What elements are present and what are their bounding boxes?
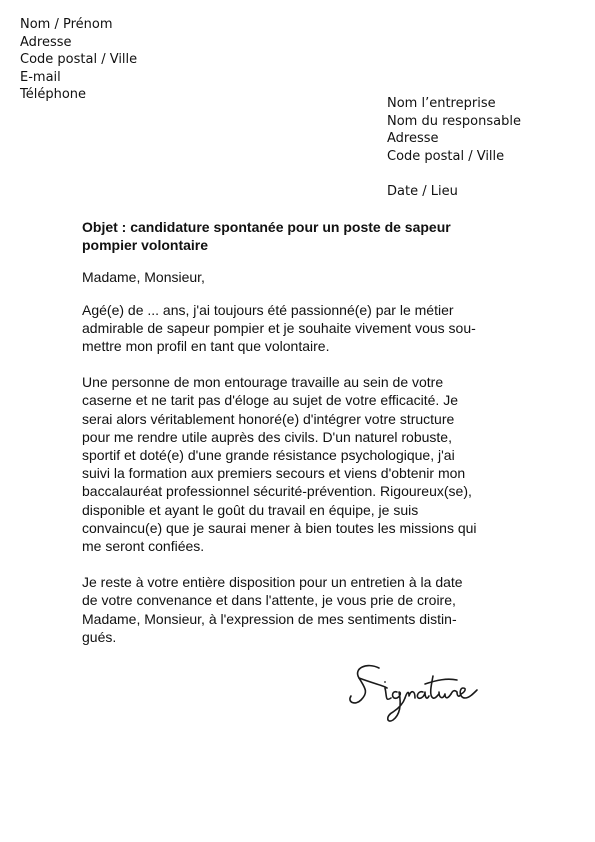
recipient-postal-city: Code postal / Ville bbox=[387, 148, 505, 164]
letter-body bbox=[82, 218, 522, 664]
paragraph-line: suivi la formation aux premiers secours et viens d'obtenir mon bbox=[82, 465, 466, 482]
paragraph-line: de votre convenance et dans l'attente, je vous prie de croire, bbox=[82, 592, 456, 609]
paragraph-line: disponible et ayant le goût du travail en équipe, je suis bbox=[82, 501, 419, 518]
recipient-manager: Nom du responsable bbox=[387, 113, 521, 129]
sender-postal-city: Code postal / Ville bbox=[20, 52, 138, 67]
paragraph-line: me seront confiées. bbox=[82, 538, 205, 555]
paragraph-line: mettre mon profil en tant que volontaire. bbox=[82, 338, 330, 355]
paragraph-intro bbox=[82, 301, 522, 356]
recipient-company: Nom l’entreprise bbox=[387, 96, 496, 111]
sender-phone: Téléphone bbox=[20, 87, 87, 102]
signature bbox=[345, 658, 485, 728]
paragraph-closing bbox=[82, 573, 522, 646]
paragraph-line: convaincu(e) que je saurai mener à bien toutes les missions qui bbox=[82, 519, 477, 536]
sender-name: Nom / Prénom bbox=[20, 17, 113, 32]
paragraph-line: gués. bbox=[82, 628, 117, 645]
paragraph-line: serai alors véritablement honoré(e) d'intégrer votre structure bbox=[82, 410, 455, 427]
paragraph-line: admirable de sapeur pompier et je souhaite vivement vous sou- bbox=[82, 319, 476, 336]
paragraph-line: sportif et doté(e) d'une grande résistance psychologique, j'ai bbox=[82, 447, 455, 464]
sender-block bbox=[20, 16, 137, 104]
paragraph-line: Madame, Monsieur, à l'expression de mes sentiments distin- bbox=[82, 610, 457, 627]
paragraph-line: Je reste à votre entière disposition pour un entretien à la date bbox=[82, 574, 463, 591]
paragraph-line: pour me rendre utile auprès des civils. D'un naturel robuste, bbox=[82, 428, 452, 445]
date-place: Date / Lieu bbox=[387, 184, 458, 199]
salutation: Madame, Monsieur, bbox=[82, 269, 205, 286]
subject-line: Objet : candidature spontanée pour un poste de sapeur bbox=[82, 219, 451, 235]
paragraph-line: Agé(e) de ... ans, j'ai toujours été passionné(e) par le métier bbox=[82, 301, 454, 318]
letter-subject bbox=[82, 218, 522, 254]
sender-email: E-mail bbox=[20, 69, 61, 85]
paragraph-line: Une personne de mon entourage travaille au sein de votre bbox=[82, 374, 444, 391]
recipient-block bbox=[387, 95, 521, 201]
paragraph-line: caserne et ne tarit pas d'éloge au sujet de votre efficacité. Je bbox=[82, 392, 458, 409]
paragraph-line: baccalauréat professionnel sécurité-prévention. Rigoureux(se), bbox=[82, 483, 472, 500]
sender-address: Adresse bbox=[20, 34, 72, 50]
subject-line: pompier volontaire bbox=[82, 237, 209, 254]
paragraph-motivation bbox=[82, 373, 522, 555]
recipient-address: Adresse bbox=[387, 131, 439, 146]
